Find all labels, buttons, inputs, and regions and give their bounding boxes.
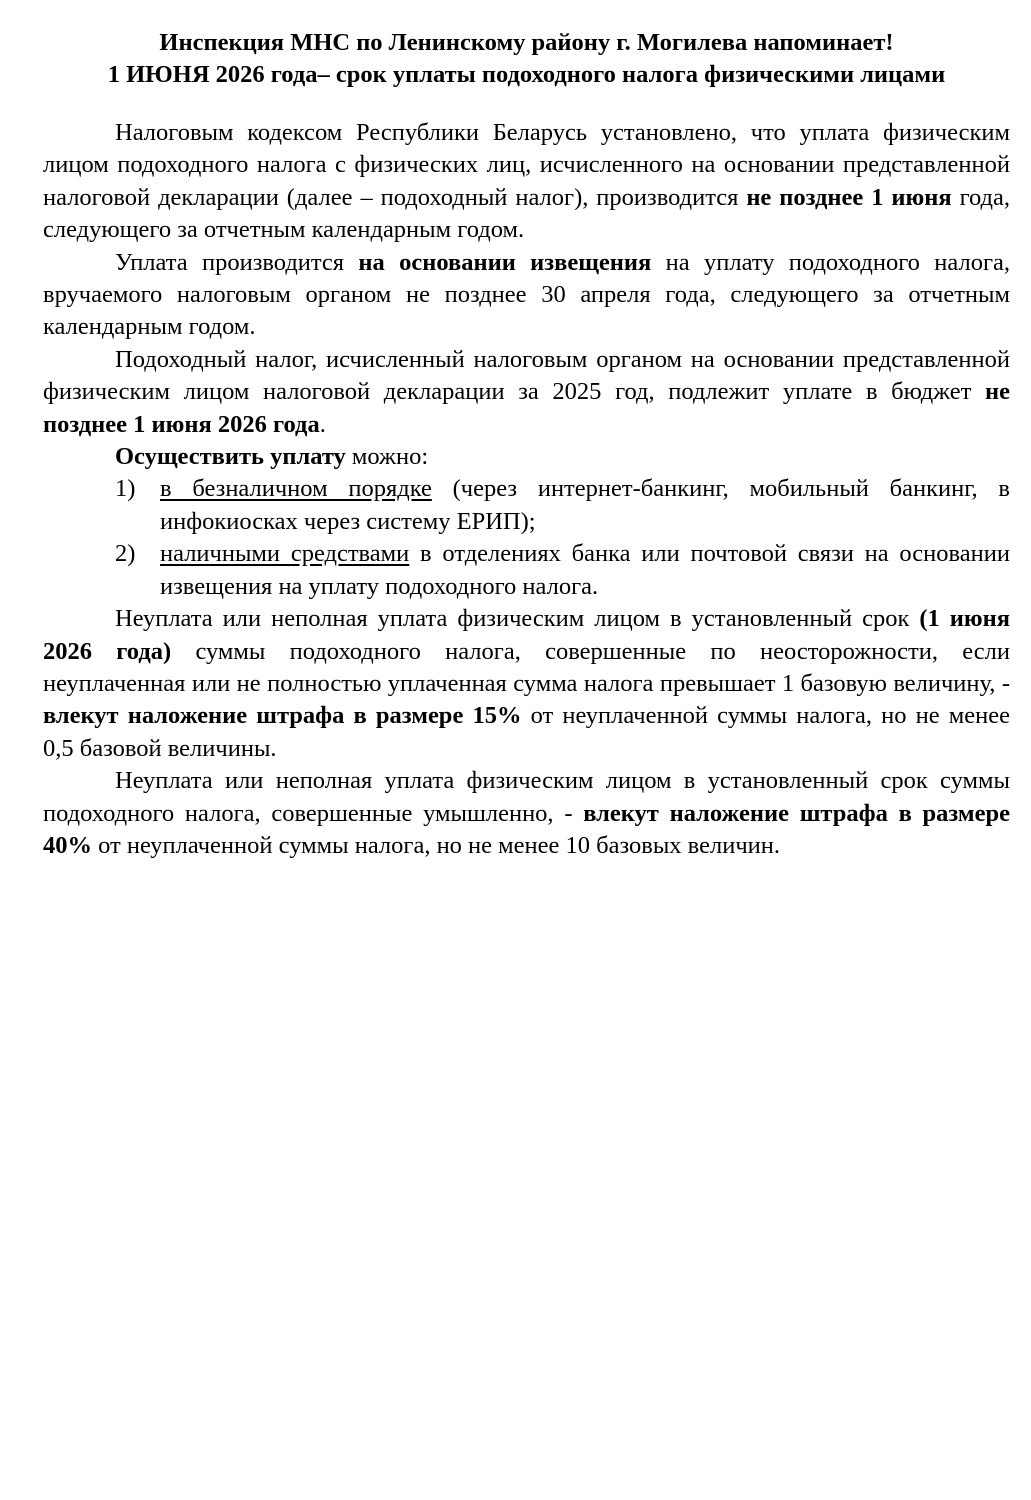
paragraph-notice-basis	[43, 247, 1010, 344]
paragraph-fine-intentional	[43, 765, 1010, 862]
bold-text: Осуществить уплату	[115, 443, 346, 471]
title-line-2: 1 ИЮНЯ 2026 года– срок уплаты подоходного налога физическими лицами	[107, 61, 946, 88]
bold-text: не позднее 1 июня	[746, 183, 952, 211]
text: суммы подоходного налога, совершенные по неосторожности, если неуплаченная или не полностью уплаченная сумма налога превышает 1 базовую величину, -	[43, 637, 1010, 697]
document-title	[43, 27, 1010, 91]
text: Неуплата или неполная уплата физическим лицом в установленный срок	[115, 605, 920, 633]
paragraph-2025-declaration	[43, 344, 1010, 441]
bold-text: влекут наложение штрафа в размере 40%	[43, 799, 1010, 859]
bold-text: на основании извещения	[358, 248, 652, 276]
list-item	[43, 473, 1010, 538]
underlined-text: в безналичном порядке	[160, 475, 432, 503]
title-line-1: Инспекция МНС по Ленинскому району г. Могилева напоминает!	[159, 29, 894, 56]
underlined-text: наличными средствами	[160, 540, 410, 568]
text: Налоговым кодексом Республики Беларусь установлено, что уплата физическим лицом подоходного налога с физических лиц, исчисленного на основании представленной налоговой декларации (далее – подоходный налог), производится	[43, 119, 1010, 211]
text: года, следующего за отчетным календарным годом.	[43, 183, 1011, 244]
bold-text: (1 июня 2026 года)	[43, 605, 1010, 665]
bold-text: не позднее 1 июня 2026 года	[43, 378, 1010, 438]
text: от неуплаченной суммы налога, но не менее 0,5 базовой величины.	[43, 702, 1011, 762]
text: Уплата производится	[115, 248, 359, 276]
list-number: 1)	[115, 475, 136, 503]
document-body	[43, 117, 1010, 862]
text: в отделениях банка или почтовой связи на основании извещения на уплату подоходного налога.	[160, 540, 1010, 600]
paragraph-fine-negligence	[43, 603, 1010, 765]
text: (через интернет-банкинг, мобильный банкинг, в инфокиосках через систему ЕРИП);	[160, 475, 1010, 535]
text: от неуплаченной суммы налога, но не менее 10 базовых величин.	[92, 831, 780, 859]
payment-methods-list	[43, 473, 1010, 603]
list-number: 2)	[115, 540, 136, 568]
paragraph-payment-methods-lead	[43, 441, 1010, 473]
text: Неуплата или неполная уплата физическим лицом в установленный срок суммы подоходного налога, совершенные умышленно, -	[43, 767, 1010, 827]
bold-text: влекут наложение штрафа в размере 15%	[43, 702, 522, 730]
text: на уплату подоходного налога, вручаемого налоговым органом не позднее 30 апреля года, следующего за отчетным календарным годом.	[43, 248, 1010, 341]
list-item	[43, 538, 1010, 603]
paragraph-payment-deadline	[43, 117, 1010, 247]
text: .	[319, 410, 326, 438]
text: можно:	[345, 443, 429, 471]
text: Подоходный налог, исчисленный налоговым органом на основании представленной физическим лицом налоговой декларации за 2025 год, подлежит уплате в бюджет	[43, 345, 1010, 406]
